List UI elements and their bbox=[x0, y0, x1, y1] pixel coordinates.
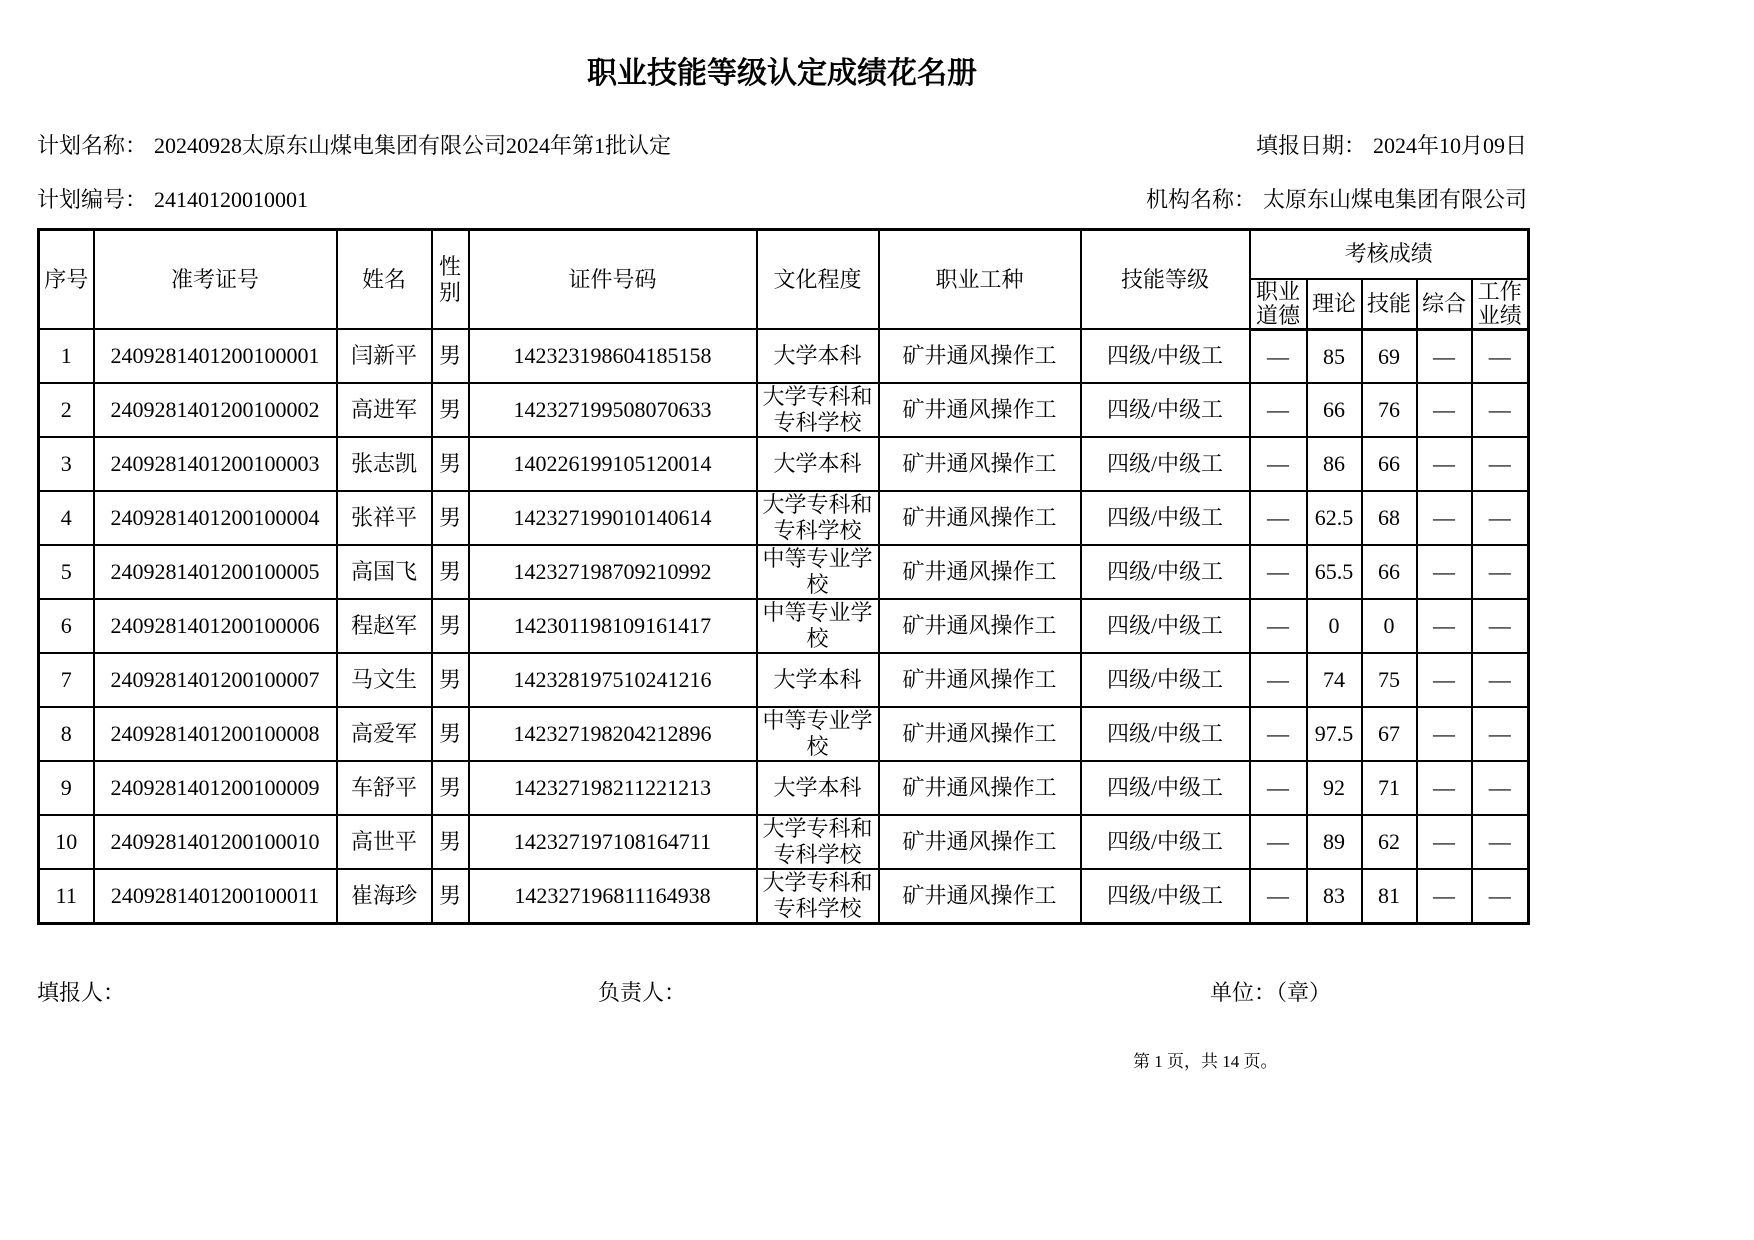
cell-id-no: 142301198109161417 bbox=[469, 599, 757, 653]
cell-id-no: 142327198204212896 bbox=[469, 707, 757, 761]
table-row bbox=[39, 491, 1529, 545]
cell-id-no: 142327198709210992 bbox=[469, 545, 757, 599]
cell-score-ethics: — bbox=[1250, 815, 1307, 869]
cell-skill-level: 四级/中级工 bbox=[1081, 383, 1250, 437]
cell-id-no: 142328197510241216 bbox=[469, 653, 757, 707]
cell-seq: 10 bbox=[39, 815, 94, 869]
header-occupation: 职业工种 bbox=[879, 230, 1081, 330]
cell-score-skill: 69 bbox=[1362, 329, 1417, 383]
table-row bbox=[39, 761, 1529, 815]
cell-gender: 男 bbox=[432, 761, 469, 815]
cell-occupation: 矿井通风操作工 bbox=[879, 383, 1081, 437]
meta-row-code bbox=[37, 187, 1527, 213]
header-score-comprehensive: 综合 bbox=[1417, 279, 1472, 330]
table-row bbox=[39, 815, 1529, 869]
cell-skill-level: 四级/中级工 bbox=[1081, 329, 1250, 383]
cell-score-skill: 62 bbox=[1362, 815, 1417, 869]
cell-seq: 3 bbox=[39, 437, 94, 491]
cell-education: 大学本科 bbox=[757, 653, 879, 707]
cell-seq: 7 bbox=[39, 653, 94, 707]
roster-table bbox=[37, 228, 1530, 925]
cell-gender: 男 bbox=[432, 707, 469, 761]
cell-score-comprehensive: — bbox=[1417, 491, 1472, 545]
cell-gender: 男 bbox=[432, 383, 469, 437]
table-row bbox=[39, 707, 1529, 761]
header-score-skill: 技能 bbox=[1362, 279, 1417, 330]
cell-skill-level: 四级/中级工 bbox=[1081, 491, 1250, 545]
plan-name-field bbox=[37, 133, 671, 159]
cell-gender: 男 bbox=[432, 599, 469, 653]
cell-occupation: 矿井通风操作工 bbox=[879, 761, 1081, 815]
cell-education: 大学专科和专科学校 bbox=[757, 491, 879, 545]
cell-education: 大学专科和专科学校 bbox=[757, 815, 879, 869]
cell-gender: 男 bbox=[432, 329, 469, 383]
cell-score-ethics: — bbox=[1250, 329, 1307, 383]
cell-score-comprehensive: — bbox=[1417, 707, 1472, 761]
cell-skill-level: 四级/中级工 bbox=[1081, 761, 1250, 815]
cell-score-work: — bbox=[1472, 491, 1529, 545]
cell-score-ethics: — bbox=[1250, 599, 1307, 653]
page-title: 职业技能等级认定成绩花名册 bbox=[587, 57, 977, 90]
cell-exam-no: 2409281401200100001 bbox=[94, 329, 337, 383]
cell-score-ethics: — bbox=[1250, 383, 1307, 437]
table-row bbox=[39, 653, 1529, 707]
header-score-theory: 理论 bbox=[1307, 279, 1362, 330]
plan-name-label: 计划名称： bbox=[37, 133, 148, 158]
cell-score-skill: 66 bbox=[1362, 437, 1417, 491]
plan-name-value: 20240928太原东山煤电集团有限公司2024年第1批认定 bbox=[154, 133, 672, 158]
cell-score-theory: 83 bbox=[1307, 869, 1362, 923]
cell-score-ethics: — bbox=[1250, 707, 1307, 761]
cell-score-skill: 71 bbox=[1362, 761, 1417, 815]
header-score-work: 工作业绩 bbox=[1472, 279, 1529, 330]
cell-score-theory: 97.5 bbox=[1307, 707, 1362, 761]
cell-score-work: — bbox=[1472, 599, 1529, 653]
cell-score-theory: 89 bbox=[1307, 815, 1362, 869]
cell-name: 崔海珍 bbox=[337, 869, 432, 923]
cell-seq: 4 bbox=[39, 491, 94, 545]
header-id-no: 证件号码 bbox=[469, 230, 757, 330]
cell-name: 高国飞 bbox=[337, 545, 432, 599]
cell-score-theory: 92 bbox=[1307, 761, 1362, 815]
org-name-value: 太原东山煤电集团有限公司 bbox=[1262, 187, 1527, 212]
cell-score-comprehensive: — bbox=[1417, 329, 1472, 383]
meta-row-plan bbox=[37, 133, 1527, 159]
table-row bbox=[39, 869, 1529, 923]
cell-score-theory: 74 bbox=[1307, 653, 1362, 707]
cell-gender: 男 bbox=[432, 815, 469, 869]
cell-name: 马文生 bbox=[337, 653, 432, 707]
plan-code-value: 24140120010001 bbox=[154, 187, 309, 212]
cell-education: 大学本科 bbox=[757, 437, 879, 491]
cell-name: 高进军 bbox=[337, 383, 432, 437]
cell-name: 高爱军 bbox=[337, 707, 432, 761]
cell-occupation: 矿井通风操作工 bbox=[879, 329, 1081, 383]
cell-score-comprehensive: — bbox=[1417, 599, 1472, 653]
cell-score-work: — bbox=[1472, 815, 1529, 869]
org-name-label: 机构名称： bbox=[1145, 187, 1256, 212]
cell-score-comprehensive: — bbox=[1417, 383, 1472, 437]
cell-seq: 6 bbox=[39, 599, 94, 653]
cell-score-comprehensive: — bbox=[1417, 869, 1472, 923]
cell-exam-no: 2409281401200100011 bbox=[94, 869, 337, 923]
cell-education: 大学专科和专科学校 bbox=[757, 383, 879, 437]
cell-seq: 2 bbox=[39, 383, 94, 437]
cell-score-work: — bbox=[1472, 383, 1529, 437]
cell-name: 高世平 bbox=[337, 815, 432, 869]
cell-score-skill: 68 bbox=[1362, 491, 1417, 545]
cell-gender: 男 bbox=[432, 869, 469, 923]
cell-exam-no: 2409281401200100009 bbox=[94, 761, 337, 815]
cell-seq: 8 bbox=[39, 707, 94, 761]
cell-score-skill: 75 bbox=[1362, 653, 1417, 707]
cell-occupation: 矿井通风操作工 bbox=[879, 653, 1081, 707]
cell-occupation: 矿井通风操作工 bbox=[879, 545, 1081, 599]
cell-skill-level: 四级/中级工 bbox=[1081, 869, 1250, 923]
fill-date-value: 2024年10月09日 bbox=[1372, 133, 1527, 158]
cell-exam-no: 2409281401200100006 bbox=[94, 599, 337, 653]
cell-skill-level: 四级/中级工 bbox=[1081, 599, 1250, 653]
cell-id-no: 142327196811164938 bbox=[469, 869, 757, 923]
page-number-info: 第 1 页，共 14 页。 bbox=[1133, 1052, 1278, 1071]
cell-id-no: 142323198604185158 bbox=[469, 329, 757, 383]
cell-occupation: 矿井通风操作工 bbox=[879, 599, 1081, 653]
cell-score-work: — bbox=[1472, 437, 1529, 491]
cell-occupation: 矿井通风操作工 bbox=[879, 869, 1081, 923]
cell-score-comprehensive: — bbox=[1417, 761, 1472, 815]
cell-occupation: 矿井通风操作工 bbox=[879, 437, 1081, 491]
header-seq: 序号 bbox=[39, 230, 94, 330]
cell-id-no: 142327198211221213 bbox=[469, 761, 757, 815]
cell-education: 大学本科 bbox=[757, 761, 879, 815]
table-row bbox=[39, 437, 1529, 491]
fill-date-label: 填报日期： bbox=[1255, 133, 1366, 158]
org-name-field bbox=[1146, 187, 1527, 213]
header-score-ethics: 职业道德 bbox=[1250, 279, 1307, 330]
cell-score-comprehensive: — bbox=[1417, 545, 1472, 599]
cell-score-ethics: — bbox=[1250, 761, 1307, 815]
cell-exam-no: 2409281401200100008 bbox=[94, 707, 337, 761]
cell-occupation: 矿井通风操作工 bbox=[879, 707, 1081, 761]
plan-code-field bbox=[37, 187, 308, 213]
cell-gender: 男 bbox=[432, 491, 469, 545]
cell-score-ethics: — bbox=[1250, 437, 1307, 491]
cell-seq: 5 bbox=[39, 545, 94, 599]
cell-score-work: — bbox=[1472, 707, 1529, 761]
cell-score-comprehensive: — bbox=[1417, 653, 1472, 707]
header-name: 姓名 bbox=[337, 230, 432, 330]
cell-skill-level: 四级/中级工 bbox=[1081, 437, 1250, 491]
table-row bbox=[39, 383, 1529, 437]
cell-occupation: 矿井通风操作工 bbox=[879, 815, 1081, 869]
cell-exam-no: 2409281401200100003 bbox=[94, 437, 337, 491]
cell-score-ethics: — bbox=[1250, 545, 1307, 599]
cell-score-work: — bbox=[1472, 869, 1529, 923]
cell-education: 大学专科和专科学校 bbox=[757, 869, 879, 923]
cell-score-theory: 85 bbox=[1307, 329, 1362, 383]
cell-seq: 1 bbox=[39, 329, 94, 383]
cell-score-ethics: — bbox=[1250, 869, 1307, 923]
plan-code-label: 计划编号： bbox=[37, 187, 148, 212]
header-education: 文化程度 bbox=[757, 230, 879, 330]
cell-score-ethics: — bbox=[1250, 653, 1307, 707]
cell-score-skill: 0 bbox=[1362, 599, 1417, 653]
cell-name: 闫新平 bbox=[337, 329, 432, 383]
cell-education: 中等专业学校 bbox=[757, 599, 879, 653]
unit-seal-label: 单位：（章） bbox=[1210, 980, 1332, 1005]
cell-name: 程赵军 bbox=[337, 599, 432, 653]
manager-label: 负责人： bbox=[598, 980, 687, 1005]
cell-id-no: 140226199105120014 bbox=[469, 437, 757, 491]
cell-score-theory: 66 bbox=[1307, 383, 1362, 437]
cell-skill-level: 四级/中级工 bbox=[1081, 653, 1250, 707]
header-exam-no: 准考证号 bbox=[94, 230, 337, 330]
cell-exam-no: 2409281401200100007 bbox=[94, 653, 337, 707]
fill-date-field bbox=[1256, 133, 1527, 159]
cell-score-work: — bbox=[1472, 545, 1529, 599]
roster-table-wrap bbox=[37, 228, 1530, 925]
header-skill-level: 技能等级 bbox=[1081, 230, 1250, 330]
cell-seq: 9 bbox=[39, 761, 94, 815]
cell-score-theory: 62.5 bbox=[1307, 491, 1362, 545]
cell-skill-level: 四级/中级工 bbox=[1081, 815, 1250, 869]
cell-exam-no: 2409281401200100005 bbox=[94, 545, 337, 599]
cell-score-work: — bbox=[1472, 329, 1529, 383]
table-body bbox=[39, 329, 1529, 923]
table-row bbox=[39, 599, 1529, 653]
cell-gender: 男 bbox=[432, 653, 469, 707]
cell-exam-no: 2409281401200100010 bbox=[94, 815, 337, 869]
filler-label: 填报人： bbox=[37, 980, 126, 1005]
cell-score-comprehensive: — bbox=[1417, 815, 1472, 869]
cell-seq: 11 bbox=[39, 869, 94, 923]
cell-name: 车舒平 bbox=[337, 761, 432, 815]
cell-id-no: 142327199508070633 bbox=[469, 383, 757, 437]
cell-score-work: — bbox=[1472, 761, 1529, 815]
cell-score-skill: 76 bbox=[1362, 383, 1417, 437]
cell-score-theory: 65.5 bbox=[1307, 545, 1362, 599]
cell-gender: 男 bbox=[432, 545, 469, 599]
cell-education: 中等专业学校 bbox=[757, 545, 879, 599]
cell-occupation: 矿井通风操作工 bbox=[879, 491, 1081, 545]
cell-score-skill: 66 bbox=[1362, 545, 1417, 599]
cell-name: 张志凯 bbox=[337, 437, 432, 491]
cell-education: 中等专业学校 bbox=[757, 707, 879, 761]
cell-score-theory: 86 bbox=[1307, 437, 1362, 491]
cell-score-skill: 81 bbox=[1362, 869, 1417, 923]
cell-exam-no: 2409281401200100002 bbox=[94, 383, 337, 437]
table-header bbox=[39, 230, 1529, 330]
cell-skill-level: 四级/中级工 bbox=[1081, 707, 1250, 761]
header-row-top bbox=[39, 230, 1529, 279]
cell-score-work: — bbox=[1472, 653, 1529, 707]
cell-score-skill: 67 bbox=[1362, 707, 1417, 761]
cell-id-no: 142327197108164711 bbox=[469, 815, 757, 869]
cell-name: 张祥平 bbox=[337, 491, 432, 545]
cell-education: 大学本科 bbox=[757, 329, 879, 383]
cell-gender: 男 bbox=[432, 437, 469, 491]
cell-score-ethics: — bbox=[1250, 491, 1307, 545]
cell-exam-no: 2409281401200100004 bbox=[94, 491, 337, 545]
cell-score-comprehensive: — bbox=[1417, 437, 1472, 491]
table-row bbox=[39, 329, 1529, 383]
header-gender: 性别 bbox=[432, 230, 469, 330]
cell-score-theory: 0 bbox=[1307, 599, 1362, 653]
cell-skill-level: 四级/中级工 bbox=[1081, 545, 1250, 599]
cell-id-no: 142327199010140614 bbox=[469, 491, 757, 545]
header-score-group: 考核成绩 bbox=[1250, 230, 1529, 279]
table-row bbox=[39, 545, 1529, 599]
